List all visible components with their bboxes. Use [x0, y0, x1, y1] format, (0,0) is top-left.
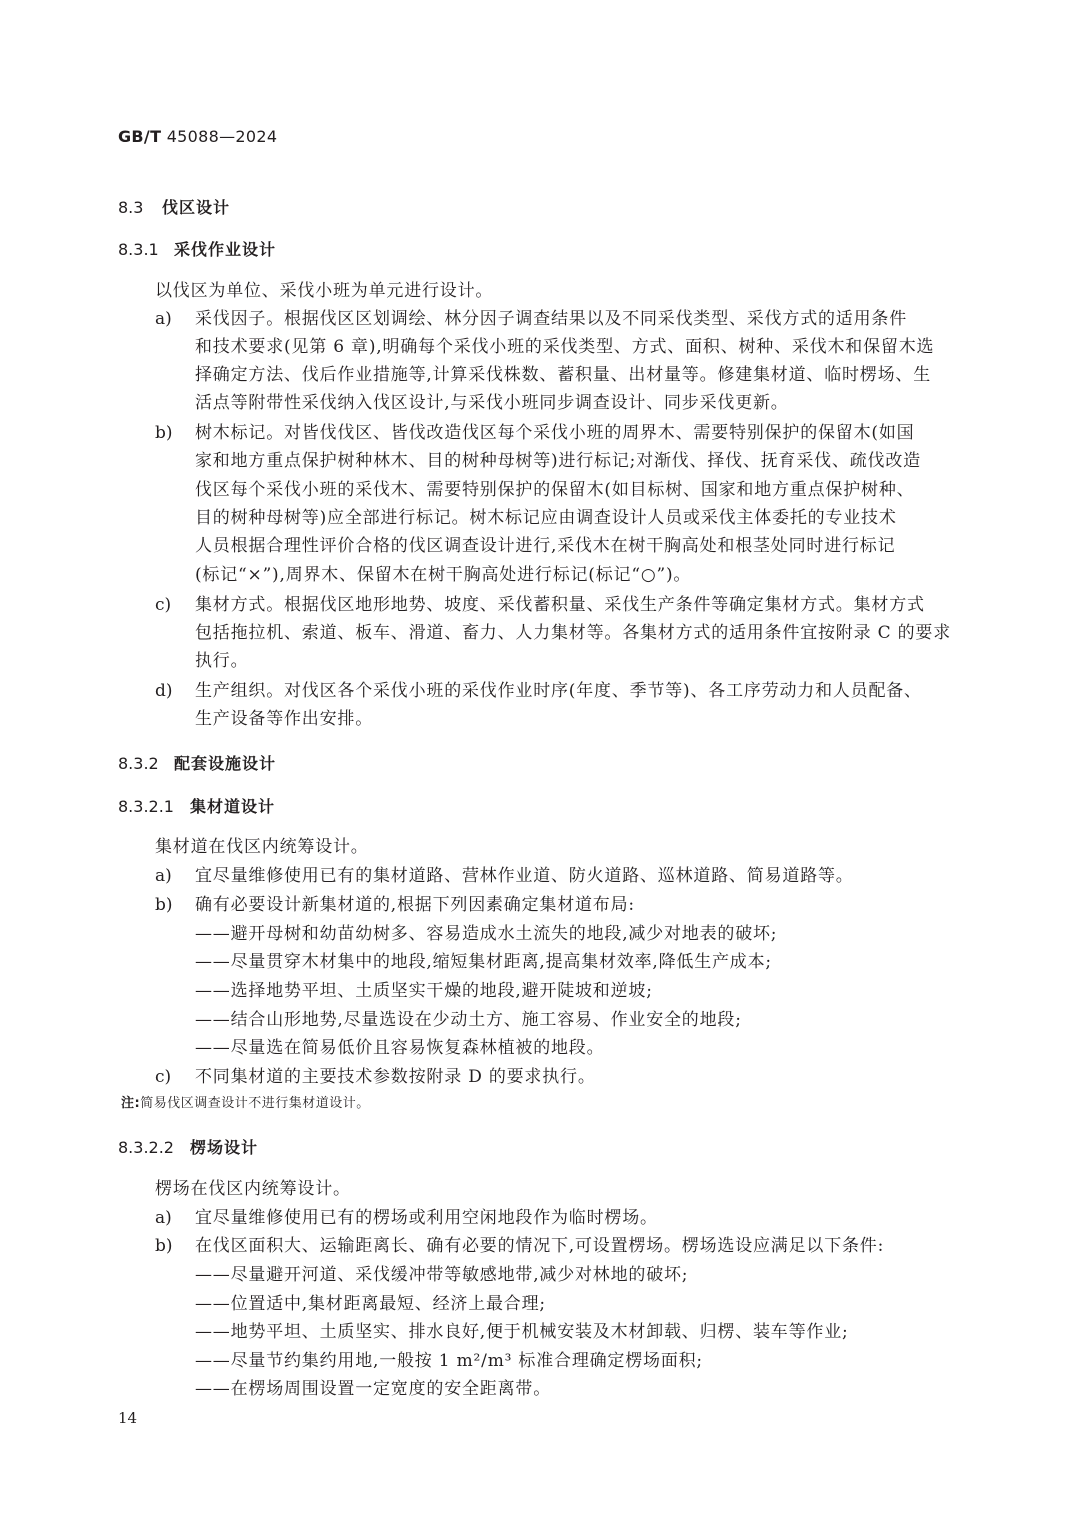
list-line: 活点等附带性采伐纳入伐区设计,与采伐小班同步调查设计、同步采伐更新。: [195, 393, 789, 413]
dash-item: ——结合山形地势,尽量选设在少动土方、施工容易、作业安全的地段;: [195, 1010, 742, 1030]
list-line: 采伐因子。根据伐区区划调绘、林分因子调查结果以及不同采伐类型、采伐方式的适用条件: [195, 309, 907, 329]
list-line: 人员根据合理性评价合格的伐区调查设计进行,采伐木在树干胸高处和根茎处同时进行标记: [195, 536, 896, 556]
list-line: 目的树种母树等)应全部进行标记。树木标记应由调查设计人员或采伐主体委托的专业技术: [195, 508, 897, 528]
list-line: 家和地方重点保护树种林木、目的树种母树等)进行标记;对渐伐、择伐、抚育采伐、疏伐改造: [195, 451, 921, 471]
list-label: c): [155, 1067, 172, 1087]
paragraph-intro: 楞场在伐区内统筹设计。: [155, 1179, 351, 1199]
list-line: 树木标记。对皆伐伐区、皆伐改造伐区每个采伐小班的周界木、需要特别保护的保留木(如国: [195, 423, 915, 443]
dash-item: ——避开母树和幼苗幼树多、容易造成水土流失的地段,减少对地表的破坏;: [195, 924, 778, 944]
list-line: 执行。: [195, 651, 249, 671]
note: [121, 1095, 370, 1113]
section-number: 8.3.1: [118, 240, 159, 259]
list-line: 伐区每个采伐小班的采伐木、需要特别保护的保留木(如目标树、国家和地方重点保护树种、: [195, 480, 915, 500]
dash-item: ——位置适中,集材距离最短、经济上最合理;: [195, 1294, 546, 1314]
list-line: 集材方式。根据伐区地形地势、坡度、采伐蓄积量、采伐生产条件等确定集材方式。集材方式: [195, 595, 925, 615]
dash-item: ——尽量贯穿木材集中的地段,缩短集材距离,提高集材效率,降低生产成本;: [195, 952, 772, 972]
list-line: 在伐区面积大、运输距离长、确有必要的情况下,可设置楞场。楞场选设应满足以下条件:: [195, 1236, 885, 1256]
list-line: 择确定方法、伐后作业措施等,计算采伐株数、蓄积量、出材量等。修建集材道、临时楞场、生: [195, 365, 932, 385]
section-title: 配套设施设计: [174, 754, 277, 773]
section-number: 8.3.2.1: [118, 797, 174, 816]
dash-item: ——在楞场周围设置一定宽度的安全距离带。: [195, 1379, 551, 1399]
list-label: d): [155, 681, 173, 701]
list-line: 宜尽量维修使用已有的楞场或利用空闲地段作为临时楞场。: [195, 1208, 658, 1228]
list-label: a): [155, 866, 172, 886]
section-title: 楞场设计: [190, 1138, 259, 1157]
list-line: 和技术要求(见第 6 章),明确每个采伐小班的采伐类型、方式、面积、树种、采伐木和保留木选: [195, 337, 935, 357]
paragraph-intro: 集材道在伐区内统筹设计。: [155, 837, 369, 857]
list-line: 确有必要设计新集材道的,根据下列因素确定集材道布局:: [195, 895, 635, 915]
section-number: 8.3.2.2: [118, 1138, 174, 1157]
section-8-3-2-heading: [118, 751, 276, 774]
section-8-3-heading: [118, 195, 230, 218]
section-8-3-1-heading: [118, 237, 276, 260]
dash-item: ——选择地势平坦、土质坚实干燥的地段,避开陡坡和逆坡;: [195, 981, 653, 1001]
list-line: 宜尽量维修使用已有的集材道路、营林作业道、防火道路、巡林道路、简易道路等。: [195, 866, 854, 886]
standard-code-number: 45088—2024: [166, 127, 278, 146]
section-title: 伐区设计: [162, 198, 231, 217]
list-line: (标记“×”),周界木、保留木在树干胸高处进行标记(标记“○”)。: [195, 565, 692, 585]
section-number: 8.3.2: [118, 754, 159, 773]
list-label: a): [155, 1208, 172, 1228]
dash-item: ——尽量选在简易低价且容易恢复森林植被的地段。: [195, 1038, 605, 1058]
list-line: 包括拖拉机、索道、板车、滑道、畜力、人力集材等。各集材方式的适用条件宜按附录 C 的要求: [195, 623, 952, 643]
paragraph-intro: 以伐区为单位、采伐小班为单元进行设计。: [155, 281, 494, 301]
list-label: c): [155, 595, 172, 615]
section-title: 集材道设计: [190, 797, 276, 816]
dash-item: ——地势平坦、土质坚实、排水良好,便于机械安装及木材卸载、归楞、装车等作业;: [195, 1322, 849, 1342]
dash-item: ——尽量节约集约用地,一般按 1 m²/m³ 标准合理确定楞场面积;: [195, 1351, 703, 1371]
page-number: 14: [118, 1409, 138, 1427]
list-label: b): [155, 423, 173, 443]
list-line: 不同集材道的主要技术参数按附录 D 的要求执行。: [195, 1067, 596, 1087]
list-line: 生产设备等作出安排。: [195, 709, 373, 729]
list-label: b): [155, 1236, 173, 1256]
list-label: a): [155, 309, 172, 329]
list-label: b): [155, 895, 173, 915]
dash-item: ——尽量避开河道、采伐缓冲带等敏感地带,减少对林地的破坏;: [195, 1265, 689, 1285]
section-title: 采伐作业设计: [174, 240, 277, 259]
section-number: 8.3: [118, 198, 144, 217]
standard-code-prefix: GB/T: [118, 127, 162, 146]
section-8-3-2-1-heading: [118, 794, 275, 817]
list-line: 生产组织。对伐区各个采伐小班的采伐作业时序(年度、季节等)、各工序劳动力和人员配备、: [195, 681, 922, 701]
note-label: 注:: [121, 1096, 141, 1111]
note-text: 简易伐区调查设计不进行集材道设计。: [140, 1096, 370, 1111]
standard-code: [118, 127, 277, 146]
section-8-3-2-2-heading: [118, 1135, 258, 1158]
